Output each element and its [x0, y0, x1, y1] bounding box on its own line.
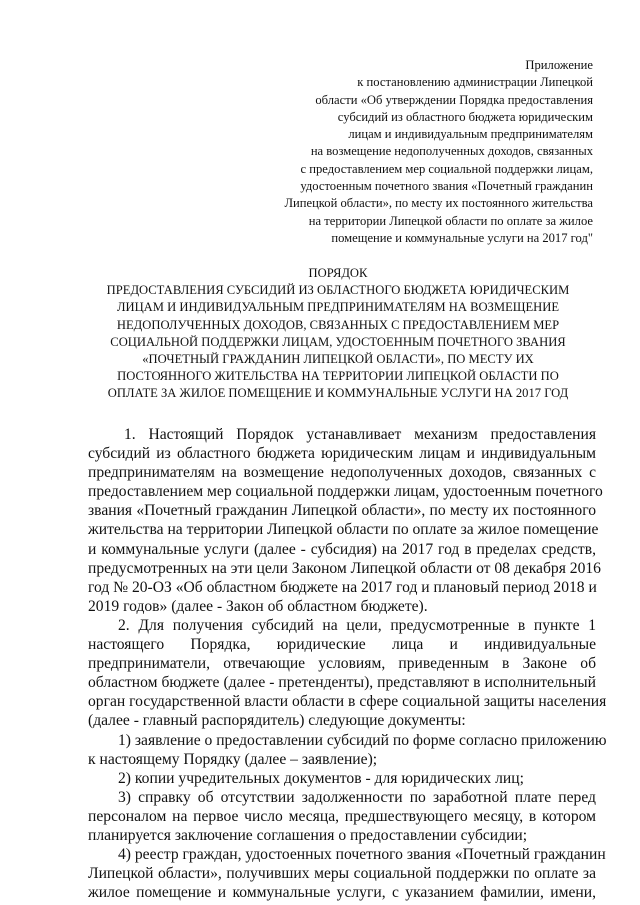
document-body: [88, 425, 607, 902]
paragraph-1-line: звания «Почетный гражданин Липецкой области», по месту их постоянного: [88, 502, 596, 520]
appendix-line: субсидий из областного бюджета юридическим: [337, 109, 593, 124]
list-item-4-line: жилое помещение и коммунальные услуги, с указанием фамилии, имени,: [88, 884, 596, 902]
appendix-line: к постановлению администрации Липецкой: [357, 75, 593, 90]
list-item-4-line: Липецкой области», получивших меры социальной поддержки по оплате за: [88, 865, 596, 883]
title-line: ЛИЦАМ И ИНДИВИДУАЛЬНЫМ ПРЕДПРИНИМАТЕЛЯМ НА ВОЗМЕЩЕНИЕ: [116, 300, 560, 315]
list-item-3-line: 3) справку об отсутствии задолженности по заработной плате перед: [118, 788, 596, 806]
appendix-header: [253, 57, 593, 247]
paragraph-1-line: жительства на территории Липецкой области по оплате за жилое помещение: [88, 521, 599, 539]
title-line: ПРЕДОСТАВЛЕНИЯ СУБСИДИЙ ИЗ ОБЛАСТНОГО БЮДЖЕТА ЮРИДИЧЕСКИМ: [106, 283, 570, 298]
title-line: ОПЛАТЕ ЗА ЖИЛОЕ ПОМЕЩЕНИЕ И КОММУНАЛЬНЫЕ УСЛУГИ НА 2017 ГОД: [107, 386, 569, 401]
appendix-line: лицам и индивидуальным предпринимателям: [348, 127, 593, 142]
appendix-line: области «Об утверждении Порядка предоставления: [315, 92, 593, 107]
title-line: ПОСТОЯННОГО ЖИТЕЛЬСТВА НА ТЕРРИТОРИИ ЛИПЕЦКОЙ ОБЛАСТИ ПО: [117, 369, 559, 384]
appendix-line: с предоставлением мер социальной поддержки лицам,: [300, 161, 593, 176]
list-item-2-line: 2) копии учредительных документов - для юридических лиц;: [118, 769, 524, 787]
paragraph-2-line: орган государственной власти области в сфере социальной защиты населения: [88, 693, 607, 711]
title-line: НЕДОПОЛУЧЕННЫХ ДОХОДОВ, СВЯЗАННЫХ С ПРЕДОСТАВЛЕНИЕМ МЕР: [116, 317, 560, 332]
paragraph-1-line: 2019 годов» (далее - Закон об областном бюджете).: [88, 597, 428, 615]
document-title: [88, 265, 588, 403]
paragraph-1-line: предусмотренных на эти цели Законом Липецкой области от 08 декабря 2016: [88, 559, 601, 577]
appendix-line: помещение и коммунальные услуги на 2017 год": [331, 230, 593, 245]
appendix-line: на возмещение недополученных доходов, связанных: [310, 144, 593, 159]
paragraph-2-line: областном бюджете (далее - претенденты), представляют в исполнительный: [88, 674, 596, 692]
appendix-line: на территории Липецкой области по оплате за жилое: [308, 213, 593, 228]
title-line: СОЦИАЛЬНОЙ ПОДДЕРЖКИ ЛИЦАМ, УДОСТОЕННЫМ ПОЧЕТНОГО ЗВАНИЯ: [110, 334, 566, 349]
appendix-line: Липецкой области», по месту их постоянного жительства: [284, 196, 593, 211]
paragraph-2-line: предприниматели, отвечающие условиям, приведенным в Законе об: [88, 655, 596, 673]
paragraph-1-line: предпринимателям на возмещение недополученных доходов, связанных с: [88, 464, 596, 482]
paragraph-1-line: год № 20-ОЗ «Об областном бюджете на 2017 год и плановый период 2018 и: [88, 578, 597, 596]
list-item-3-line: планируется заключение соглашения о предоставлении субсидии;: [88, 826, 528, 844]
paragraph-1-line: предоставлением мер социальной поддержки лицам, удостоенным почетного: [88, 483, 603, 501]
appendix-line: Приложение: [525, 58, 593, 72]
paragraph-2-line: 2. Для получения субсидий на цели, предусмотренные в пункте 1: [118, 616, 596, 634]
paragraph-1-line: и коммунальные услуги (далее - субсидия) на 2017 год в пределах средств,: [88, 540, 596, 558]
paragraph-2-line: (далее - главный распорядитель) следующие документы:: [88, 712, 466, 730]
title-heading: ПОРЯДОК: [308, 266, 368, 280]
list-item-1-line: 1) заявление о предоставлении субсидий по форме согласно приложению: [118, 731, 607, 749]
list-item-1-line: к настоящему Порядку (далее – заявление);: [88, 750, 378, 768]
paragraph-1-line: субсидий из областного бюджета юридическим лицам и индивидуальным: [88, 445, 596, 463]
appendix-line: удостоенным почетного звания «Почетный гражданин: [300, 179, 593, 194]
paragraph-1-line: 1. Настоящий Порядок устанавливает механизм предоставления: [124, 426, 596, 443]
list-item-3-line: персоналом на первое число месяца, предшествующего месяцу, в котором: [88, 807, 596, 825]
title-line: «ПОЧЕТНЫЙ ГРАЖДАНИН ЛИПЕЦКОЙ ОБЛАСТИ», ПО МЕСТУ ИХ: [142, 352, 534, 367]
paragraph-2-line: настоящего Порядка, юридические лица и индивидуальные: [88, 636, 596, 654]
list-item-4-line: 4) реестр граждан, удостоенных почетного звания «Почетный гражданин: [118, 846, 606, 864]
